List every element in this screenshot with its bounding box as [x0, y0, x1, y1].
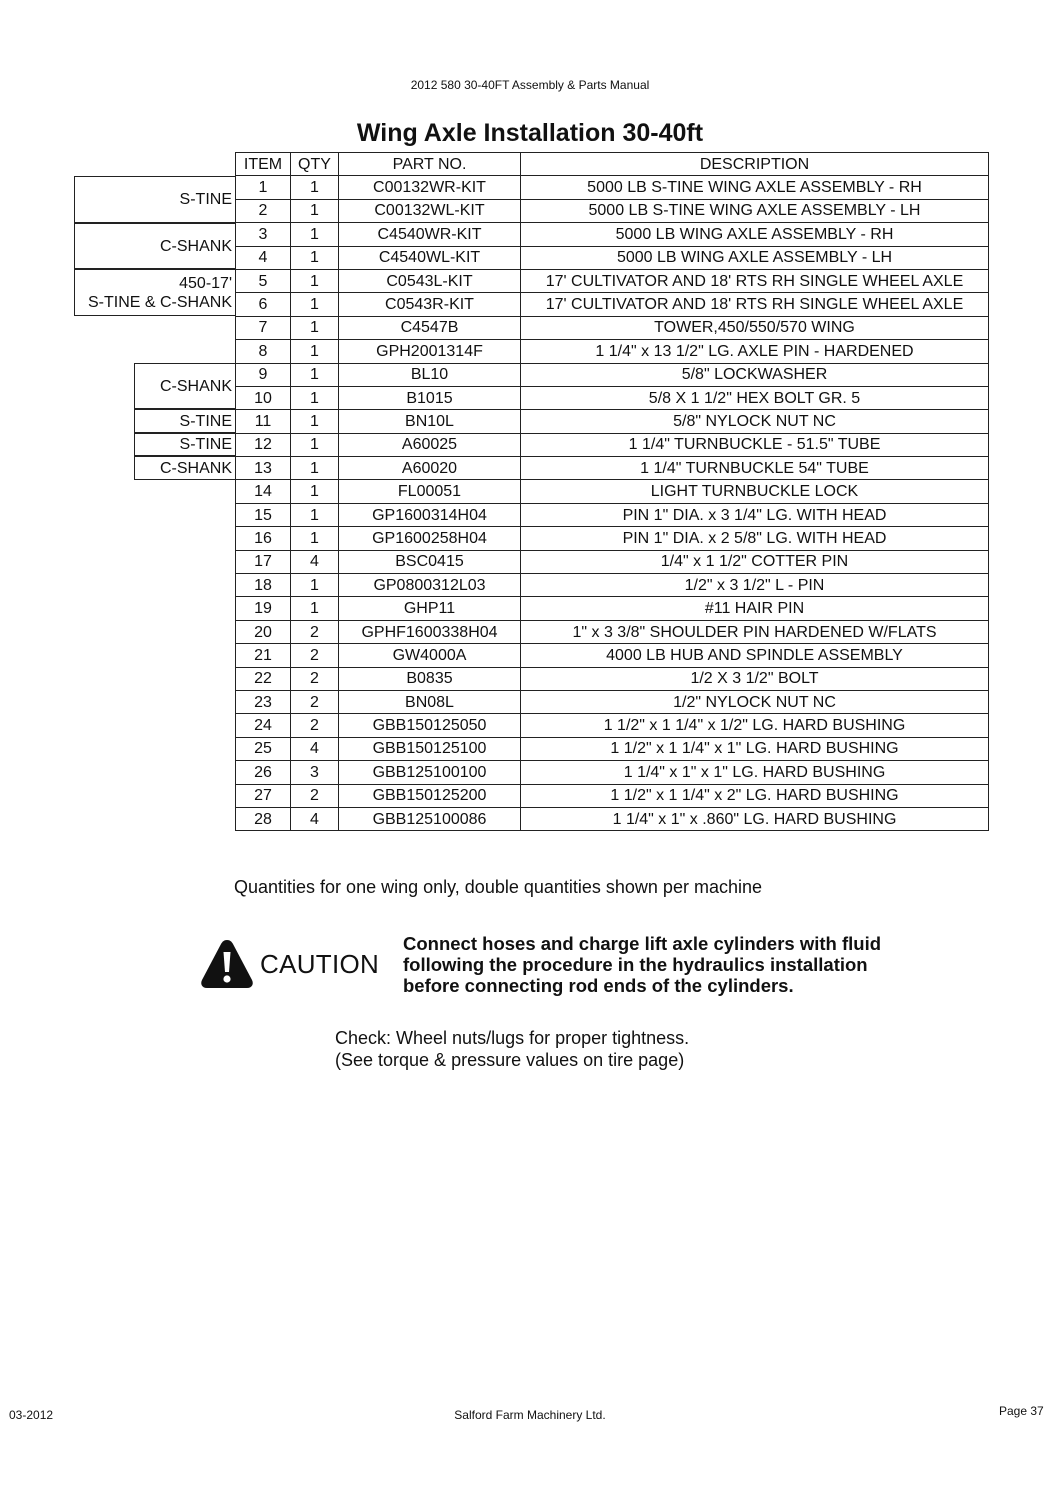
- qty-cell: 1: [291, 223, 339, 246]
- part-no-cell: GBB125100100: [339, 761, 521, 784]
- qty-cell: 1: [291, 363, 339, 386]
- table-row: [236, 480, 989, 503]
- description-cell: 1 1/4" x 1" x 1" LG. HARD BUSHING: [521, 761, 989, 784]
- group-label-c-shank-turnbuckle: [134, 456, 235, 480]
- item-cell: 28: [236, 807, 291, 830]
- qty-cell: 2: [291, 690, 339, 713]
- footer-page-number: Page 37: [999, 1404, 1044, 1418]
- qty-cell: 4: [291, 807, 339, 830]
- part-no-cell: GP0800312L03: [339, 574, 521, 597]
- table-row: [236, 340, 989, 363]
- group-label-450-17: [74, 269, 235, 316]
- group-label-line: C-SHANK: [159, 459, 232, 477]
- part-no-cell: C00132WR-KIT: [339, 176, 521, 199]
- qty-cell: 1: [291, 480, 339, 503]
- description-cell: 4000 LB HUB AND SPINDLE ASSEMBLY: [521, 644, 989, 667]
- item-cell: 27: [236, 784, 291, 807]
- page-title: Wing Axle Installation 30-40ft: [356, 119, 704, 147]
- table-row: [236, 386, 989, 409]
- part-no-cell: GHP11: [339, 597, 521, 620]
- caution-label: CAUTION: [260, 949, 380, 979]
- item-cell: 22: [236, 667, 291, 690]
- table-row: [236, 527, 989, 550]
- item-cell: 8: [236, 340, 291, 363]
- qty-cell: 1: [291, 176, 339, 199]
- group-label-s-tine: [74, 176, 235, 223]
- table-row: [236, 737, 989, 760]
- item-cell: 14: [236, 480, 291, 503]
- qty-cell: 1: [291, 293, 339, 316]
- description-cell: 1/2" NYLOCK NUT NC: [521, 690, 989, 713]
- parts-table-body: [236, 176, 989, 831]
- description-cell: 5/8 X 1 1/2" HEX BOLT GR. 5: [521, 386, 989, 409]
- part-no-cell: BL10: [339, 363, 521, 386]
- qty-cell: 2: [291, 714, 339, 737]
- part-no-cell: GW4000A: [339, 644, 521, 667]
- item-cell: 21: [236, 644, 291, 667]
- qty-cell: 1: [291, 433, 339, 456]
- qty-cell: 1: [291, 246, 339, 269]
- table-row: [236, 644, 989, 667]
- description-cell: 5/8" LOCKWASHER: [521, 363, 989, 386]
- description-cell: 1 1/4" TURNBUCKLE 54" TUBE: [521, 457, 989, 480]
- qty-cell: 2: [291, 784, 339, 807]
- part-no-cell: B0835: [339, 667, 521, 690]
- part-no-cell: C0543R-KIT: [339, 293, 521, 316]
- table-row: [236, 176, 989, 199]
- item-cell: 6: [236, 293, 291, 316]
- check-note: [335, 1027, 689, 1071]
- caution-line: before connecting rod ends of the cylinders.: [403, 975, 794, 996]
- group-label-c-shank: [74, 223, 235, 269]
- manual-header: 2012 580 30-40FT Assembly & Parts Manual: [410, 78, 650, 92]
- qty-cell: 1: [291, 527, 339, 550]
- warning-exclamation-icon: [199, 938, 255, 990]
- item-cell: 23: [236, 690, 291, 713]
- item-cell: 26: [236, 761, 291, 784]
- table-row: [236, 714, 989, 737]
- item-cell: 5: [236, 269, 291, 292]
- table-row: [236, 457, 989, 480]
- description-cell: 17' CULTIVATOR AND 18' RTS RH SINGLE WHEEL AXLE: [521, 269, 989, 292]
- item-cell: 19: [236, 597, 291, 620]
- table-row: [236, 433, 989, 456]
- group-label-line: C-SHANK: [159, 377, 232, 395]
- qty-cell: 3: [291, 761, 339, 784]
- item-cell: 11: [236, 410, 291, 433]
- part-no-cell: BSC0415: [339, 550, 521, 573]
- quantity-note: Quantities for one wing only, double quantities shown per machine: [234, 877, 762, 897]
- qty-cell: 1: [291, 503, 339, 526]
- table-header-row: [236, 153, 989, 176]
- table-row: [236, 223, 989, 246]
- group-label-s-tine-nut: [134, 409, 235, 433]
- description-cell: 1 1/2" x 1 1/4" x 2" LG. HARD BUSHING: [521, 784, 989, 807]
- description-cell: 1 1/2" x 1 1/4" x 1" LG. HARD BUSHING: [521, 737, 989, 760]
- part-no-cell: FL00051: [339, 480, 521, 503]
- table-row: [236, 667, 989, 690]
- table-row: [236, 269, 989, 292]
- qty-cell: 1: [291, 597, 339, 620]
- group-label-line: S-TINE: [179, 412, 232, 430]
- table-row: [236, 246, 989, 269]
- part-no-cell: GBB150125100: [339, 737, 521, 760]
- caution-message: [403, 933, 881, 996]
- table-row: [236, 597, 989, 620]
- table-row: [236, 363, 989, 386]
- part-no-cell: BN10L: [339, 410, 521, 433]
- table-row: [236, 503, 989, 526]
- table-row: [236, 199, 989, 222]
- qty-cell: 1: [291, 410, 339, 433]
- item-cell: 15: [236, 503, 291, 526]
- table-row: [236, 410, 989, 433]
- table-row: [236, 620, 989, 643]
- description-cell: 5000 LB S-TINE WING AXLE ASSEMBLY - LH: [521, 199, 989, 222]
- description-cell: 1 1/2" x 1 1/4" x 1/2" LG. HARD BUSHING: [521, 714, 989, 737]
- qty-cell: 1: [291, 340, 339, 363]
- part-no-cell: C0543L-KIT: [339, 269, 521, 292]
- item-cell: 12: [236, 433, 291, 456]
- part-no-cell: A60020: [339, 457, 521, 480]
- description-cell: 1/2" x 3 1/2" L - PIN: [521, 574, 989, 597]
- qty-cell: 1: [291, 316, 339, 339]
- item-cell: 16: [236, 527, 291, 550]
- description-cell: 1 1/4" TURNBUCKLE - 51.5" TUBE: [521, 433, 989, 456]
- part-no-cell: C00132WL-KIT: [339, 199, 521, 222]
- description-cell: 5000 LB WING AXLE ASSEMBLY - LH: [521, 246, 989, 269]
- header-part-no: PART NO.: [339, 153, 521, 176]
- item-cell: 13: [236, 457, 291, 480]
- description-cell: 1/2 X 3 1/2" BOLT: [521, 667, 989, 690]
- part-no-cell: GBB125100086: [339, 807, 521, 830]
- description-cell: 1" x 3 3/8" SHOULDER PIN HARDENED W/FLATS: [521, 620, 989, 643]
- item-cell: 24: [236, 714, 291, 737]
- qty-cell: 1: [291, 457, 339, 480]
- header-item: ITEM: [236, 153, 291, 176]
- item-cell: 10: [236, 386, 291, 409]
- qty-cell: 4: [291, 550, 339, 573]
- header-qty: QTY: [291, 153, 339, 176]
- qty-cell: 1: [291, 386, 339, 409]
- part-no-cell: GPH2001314F: [339, 340, 521, 363]
- part-no-cell: A60025: [339, 433, 521, 456]
- description-cell: TOWER,450/550/570 WING: [521, 316, 989, 339]
- item-cell: 4: [236, 246, 291, 269]
- table-row: [236, 550, 989, 573]
- description-cell: 5/8" NYLOCK NUT NC: [521, 410, 989, 433]
- item-cell: 20: [236, 620, 291, 643]
- table-row: [236, 807, 989, 830]
- item-cell: 1: [236, 176, 291, 199]
- header-description: DESCRIPTION: [521, 153, 989, 176]
- group-label-line: S-TINE: [179, 191, 232, 208]
- item-cell: 17: [236, 550, 291, 573]
- item-cell: 25: [236, 737, 291, 760]
- group-label-line: S-TINE & C-SHANK: [87, 293, 232, 311]
- part-no-cell: GBB150125200: [339, 784, 521, 807]
- group-label-c-shank-hardware: [134, 363, 235, 409]
- description-cell: LIGHT TURNBUCKLE LOCK: [521, 480, 989, 503]
- part-no-cell: GP1600258H04: [339, 527, 521, 550]
- qty-cell: 2: [291, 667, 339, 690]
- description-cell: 1 1/4" x 13 1/2" LG. AXLE PIN - HARDENED: [521, 340, 989, 363]
- table-row: [236, 784, 989, 807]
- part-no-cell: GP1600314H04: [339, 503, 521, 526]
- part-no-cell: GBB150125050: [339, 714, 521, 737]
- item-cell: 3: [236, 223, 291, 246]
- qty-cell: 1: [291, 574, 339, 597]
- qty-cell: 1: [291, 199, 339, 222]
- table-row: [236, 574, 989, 597]
- footer-company: Salford Farm Machinery Ltd.: [454, 1408, 606, 1422]
- description-cell: 5000 LB WING AXLE ASSEMBLY - RH: [521, 223, 989, 246]
- footer-date: 03-2012: [9, 1408, 54, 1422]
- item-cell: 9: [236, 363, 291, 386]
- description-cell: 1 1/4" x 1" x .860" LG. HARD BUSHING: [521, 807, 989, 830]
- group-label-line: S-TINE: [179, 436, 232, 453]
- group-label-line: 450-17': [179, 274, 232, 292]
- item-cell: 7: [236, 316, 291, 339]
- qty-cell: 4: [291, 737, 339, 760]
- description-cell: PIN 1" DIA. x 3 1/4" LG. WITH HEAD: [521, 503, 989, 526]
- part-no-cell: B1015: [339, 386, 521, 409]
- description-cell: 5000 LB S-TINE WING AXLE ASSEMBLY - RH: [521, 176, 989, 199]
- part-no-cell: BN08L: [339, 690, 521, 713]
- part-no-cell: C4540WR-KIT: [339, 223, 521, 246]
- description-cell: #11 HAIR PIN: [521, 597, 989, 620]
- table-row: [236, 690, 989, 713]
- qty-cell: 2: [291, 620, 339, 643]
- check-line-2: (See torque & pressure values on tire page): [335, 1050, 685, 1070]
- part-no-cell: C4540WL-KIT: [339, 246, 521, 269]
- table-row: [236, 293, 989, 316]
- table-row: [236, 761, 989, 784]
- group-label-line: C-SHANK: [159, 237, 232, 255]
- table-row: [236, 316, 989, 339]
- description-cell: 17' CULTIVATOR AND 18' RTS RH SINGLE WHEEL AXLE: [521, 293, 989, 316]
- item-cell: 18: [236, 574, 291, 597]
- description-cell: 1/4" x 1 1/2" COTTER PIN: [521, 550, 989, 573]
- description-cell: PIN 1" DIA. x 2 5/8" LG. WITH HEAD: [521, 527, 989, 550]
- check-line-1: Check: Wheel nuts/lugs for proper tightness.: [335, 1028, 690, 1048]
- part-no-cell: GPHF1600338H04: [339, 620, 521, 643]
- caution-line: following the procedure in the hydraulics installation: [403, 954, 868, 975]
- part-no-cell: C4547B: [339, 316, 521, 339]
- group-label-s-tine-turnbuckle: [134, 433, 235, 456]
- parts-table: [235, 152, 989, 831]
- qty-cell: 1: [291, 269, 339, 292]
- qty-cell: 2: [291, 644, 339, 667]
- item-cell: 2: [236, 199, 291, 222]
- caution-line: Connect hoses and charge lift axle cylinders with fluid: [403, 933, 882, 954]
